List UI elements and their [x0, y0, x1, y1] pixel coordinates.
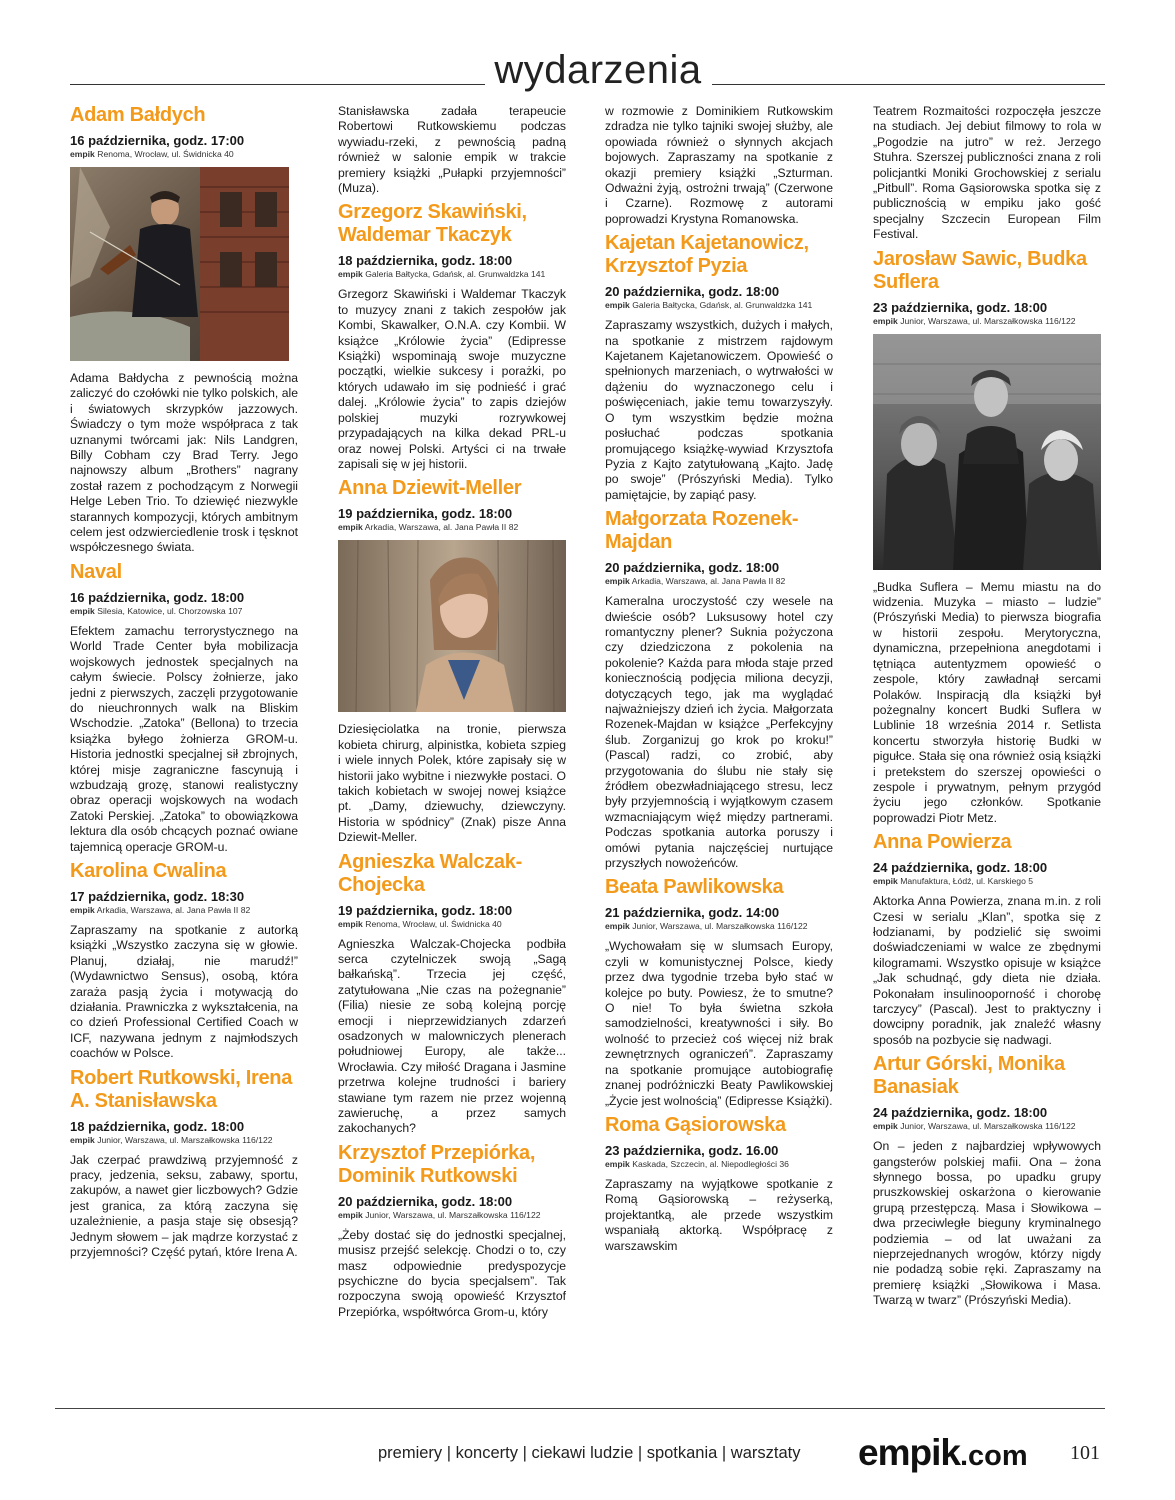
section-title: wydarzenia — [494, 48, 702, 92]
event-title: Beata Pawlikowska — [605, 876, 784, 899]
event-title: Grzegorz Skawiński, Waldemar Tkaczyk — [338, 201, 527, 247]
event-date: 21 października, godz. 14:00 — [605, 905, 780, 921]
event-venue: empik Junior, Warszawa, ul. Marszałkowska 116/122 — [338, 1209, 541, 1220]
photo-anna-dziewit-meller — [338, 540, 566, 712]
event-description: Grzegorz Skawiński i Waldemar Tkaczyk to muzycy znani z takich zespołów jak Kombi, Skawalker, O.N.A. czy Kombii. W książce „Królowie życia” (Edipresse Książki) wspominają swoje muzyczne początki, wielkie sukcesy i porażki, po których udawało im się podnieść i grać dalej. „Królowie życia” to zapis dziejów polskiej muzyki rozrywkowej przypadających na kilka dekad PRL-u oraz nowej Polski. Artyści ci na trwałe zapisali się w jej historii. — [338, 287, 566, 471]
event-title: Naval — [70, 560, 122, 583]
event-przepiorka-rutkowski — [338, 1142, 566, 1320]
event-dziewit-meller — [338, 477, 566, 845]
column-2 — [338, 104, 566, 1404]
violinist-photo — [70, 167, 289, 361]
column-3 — [605, 104, 833, 1404]
event-date: 23 października, godz. 16.00 — [605, 1142, 779, 1158]
event-anna-powierza — [873, 831, 1101, 1048]
event-description: „Wychowałam się w slumsach Europy, czyli w komunistycznej Polsce, kiedy przez dwa tygodnie trzeba było stać w kolejce po buty. Powiesz, że to smutne? O nie! To była świetna szkoła samodzielności, kreatywności i siły. Bo wolność to przecież coś więcej niż brak zewnętrznych ograniczeń”. Zapraszamy na spotkanie promujące autobiografię znanej podróżniczki Beaty Pawlikowskiej „Życie jest wolnością” (Edipresse Książki). — [605, 939, 833, 1108]
event-date: 16 października, godz. 18:00 — [70, 589, 245, 605]
page-number: 101 — [1070, 1442, 1100, 1464]
footer-rule — [55, 1408, 1105, 1409]
event-venue: empik Arkadia, Warszawa, al. Jana Pawła II 82 — [338, 522, 519, 533]
event-date: 20 października, godz. 18:00 — [605, 560, 780, 576]
empik-brand: empik — [70, 1134, 95, 1145]
empik-brand: empik — [873, 1121, 898, 1132]
portrait-photo — [338, 540, 566, 712]
event-description: „Żeby dostać się do jednostki specjalnej, musisz przejść selekcję. Chodzi o to, czy masz odpowiednie predyspozycje psychiczne do bycia specjalsem”. Tak rozpoczyna swoją opowieść Krzysztof Przepiórka, współtwórca Grom-u, który — [338, 1227, 566, 1319]
header-rule-left — [70, 84, 485, 85]
event-rozenek-majdan — [605, 508, 833, 871]
empik-brand: empik — [605, 300, 630, 311]
event-title: Małgorzata Rozenek-Majdan — [605, 508, 799, 554]
column-1 — [70, 104, 298, 1404]
event-venue: empik Kaskada, Szczecin, al. Niepodległości 36 — [605, 1158, 789, 1169]
event-description: Zapraszamy wszystkich, dużych i małych, na spotkanie z mistrzem rajdowym Kajetanem Kajetanowiczem. Opowieść o spełnionych marzeniach, o wytrwałości w dążeniu do wyznaczonego celu i poświęceniach, jakie temu towarzyszyły. O tym wszystkim będzie można posłuchać podczas spotkania promującego książkę-wywiad Krzysztofa Pyzia z Kajto zatytułowaną „Kajto. Jadę po swoje” (Prószyński Media). Tylko pamiętajcie, by zapiąć pasy. — [605, 318, 833, 502]
event-venue: empik Renoma, Wrocław, ul. Świdnicka 40 — [70, 149, 234, 159]
empik-brand: empik — [605, 1158, 630, 1169]
event-description: Aktorka Anna Powierza, znana m.in. z roli Czesi w serialu „Klan”, spotka się z łodzianami, by podzielić się swoimi doświadczeniami w walce ze zbędnymi kilogramami. Wszystko opisuje w książce „Jak schudnąć, gdy dieta nie działa. Pokonałam insulinooporność i chorobę tarczycy” (Pascal). Jest to praktyczny i dowcipny poradnik, jak znaleźć własny sposób na pozbycie się nadwagi. — [873, 894, 1101, 1047]
event-venue: empik Junior, Warszawa, ul. Marszałkowska 116/122 — [873, 1121, 1076, 1132]
event-title: Anna Powierza — [873, 831, 1012, 854]
event-rutkowski-stanislawska — [70, 1067, 298, 1261]
empik-brand: empik — [338, 269, 363, 280]
event-title: Kajetan Kajetanowicz, Krzysztof Pyzia — [605, 232, 809, 278]
event-title: Karolina Cwalina — [70, 859, 227, 882]
event-date: 17 października, godz. 18:30 — [70, 888, 245, 904]
event-description: On – jeden z najbardziej wpływowych gangsterów polskiej mafii. Ona – żona słynnego bossa, po upadku grupy pruszkowskiej oskarżona o kierowanie grupą przestępczą. Masa i Słowikowa – dwa przeciwległe bieguny kryminalnego podziemia – od lat uważani za nieprzejednanych wrogów, którzy nigdy nie podadzą sobie ręki. Zapraszamy na premierę książki „Słowikowa i Masa. Twarzą w twarz” (Prószyński Media). — [873, 1139, 1101, 1308]
empik-brand: empik — [605, 576, 630, 587]
event-venue: empik Junior, Warszawa, ul. Marszałkowska 116/122 — [605, 921, 808, 932]
event-date: 24 października, godz. 18:00 — [873, 860, 1048, 876]
event-venue: empik Silesia, Katowice, ul. Chorzowska 107 — [70, 605, 243, 616]
event-description: „Budka Suflera – Memu miastu na do widzenia. Muzyka – miasto – ludzie” (Prószyński Media) to pierwsza biografia w historii zespołu. Merytoryczna, dynamiczna, przepełniona anegdotami i tętniąca autentyzmem opowieść o zespole, który zawładnął sercami Polaków. Inspiracją dla książki był pożegnalny koncert Budki Suflera w Lublinie 18 września 2014 r. Setlista koncertu stworzyła historię Budki w pigułce. Stała się ona również osią książki i pretekstem do szerszej opowieści o zespole i prywatnym, pełnym przygód życiu jego członków. Spotkanie poprowadzi Piotr Metz. — [873, 579, 1101, 825]
event-karolina-cwalina — [70, 860, 298, 1062]
event-naval — [70, 561, 298, 855]
event-title: Agnieszka Walczak-Chojecka — [338, 850, 522, 896]
logo-wordmark: empik — [858, 1432, 960, 1473]
event-pawlikowska — [605, 876, 833, 1108]
event-venue: empik Manufaktura, Łódź, ul. Karskiego 5 — [873, 876, 1034, 887]
event-venue: empik Arkadia, Warszawa, al. Jana Pawła II 82 — [70, 904, 251, 915]
event-title: Adam Bałdych — [70, 104, 206, 126]
event-venue: empik Renoma, Wrocław, ul. Świdnicka 40 — [338, 918, 502, 929]
band-photo — [873, 334, 1101, 570]
empik-brand: empik — [338, 522, 363, 533]
event-date: 24 października, godz. 18:00 — [873, 1105, 1048, 1121]
empik-brand: empik — [70, 149, 95, 159]
event-date: 20 października, godz. 18:00 — [338, 1193, 513, 1209]
empik-brand: empik — [338, 1209, 363, 1220]
photo-budka-suflera — [873, 334, 1101, 570]
column-4 — [873, 104, 1101, 1404]
event-description: Adama Bałdycha z pewnością można zaliczyć do czołówki nie tylko polskich, ale i światowych skrzypków jazzowych. Świadczy o tym może współpraca z tak uznanymi twórcami jak: Nils Landgren, Billy Cobham czy Brad Terry. Jego najnowszy album „Brothers” nagrany został razem z pochodzącym z Norwegii Helge Leben Trio. To dziewięć niezwykle starannych kompozycji, których ambitnym celem jest odzwierciedlenie trosk i tęsknot współczesnego świata. — [70, 371, 298, 555]
empik-brand: empik — [873, 315, 898, 326]
logo-suffix: .com — [959, 1440, 1028, 1472]
event-title: Krzysztof Przepiórka, Dominik Rutkowski — [338, 1141, 536, 1187]
event-kajetanowicz-pyzia — [605, 232, 833, 503]
empik-brand: empik — [605, 921, 630, 932]
continued-text: Teatrem Rozmaitości rozpoczęła jeszcze na studiach. Jej debiut filmowy to rola w „Pogodzie na jutro” w reż. Jerzego Stuhra. Szerszej publiczności znana z roli policjantki Moniki Grochowskiej z serialu „Pitbull”. Roma Gąsiorowska spotka się z publicznością w empiku jako gość specjalny Szczecin European Film Festival. — [873, 104, 1101, 242]
event-date: 23 października, godz. 18:00 — [873, 299, 1048, 315]
event-date: 19 października, godz. 18:00 — [338, 902, 513, 918]
event-title: Artur Górski, Monika Banasiak — [873, 1053, 1065, 1099]
event-date: 16 października, godz. 17:00 — [70, 133, 245, 148]
event-description: Dziesięciolatka na tronie, pierwsza kobieta chirurg, alpinistka, kobieta szpieg i wiele innych Polek, które zapisały się w historii jako wybitne i niezwykłe postaci. O takich kobietach w swojej nowej książce pt. „Damy, dziewuchy, dziewczyny. Historia w spódnicy” (Znak) pisze Anna Dziewit-Meller. — [338, 722, 566, 845]
event-date: 18 października, godz. 18:00 — [338, 253, 513, 269]
empik-logo — [858, 1432, 1028, 1474]
footer-categories: premiery | koncerty | ciekawi ludzie | spotkania | warsztaty — [378, 1444, 801, 1462]
event-title: Roma Gąsiorowska — [605, 1113, 786, 1136]
empik-brand: empik — [70, 605, 95, 616]
continued-text: Stanisławska zadała terapeucie Robertowi Rutkowskiemu podczas wywiadu-rzeki, z pewnością padną również w salonie empik w trakcie premiery książki „Pułapki przyjemności” (Muza). — [338, 104, 566, 196]
empik-brand: empik — [70, 904, 95, 915]
event-skawinski-tkaczyk — [338, 201, 566, 472]
event-gasiorowska — [605, 1114, 833, 1254]
event-title: Robert Rutkowski, Irena A. Stanisławska — [70, 1066, 293, 1112]
event-walczak-chojecka — [338, 851, 566, 1137]
event-sawic-budka-suflera — [873, 248, 1101, 827]
event-title: Jarosław Sawic, Budka Suflera — [873, 247, 1087, 293]
event-venue: empik Arkadia, Warszawa, al. Jana Pawła II 82 — [605, 576, 786, 587]
event-venue: empik Junior, Warszawa, ul. Marszałkowska 116/122 — [70, 1134, 273, 1145]
event-venue: empik Galeria Bałtycka, Gdańsk, al. Grunwaldzka 141 — [338, 269, 546, 280]
event-description: Kameralna uroczystość czy wesele na dwieście osób? Luksusowy hotel czy romantyczny plener? Suknia pożyczona czy dziedziczona z pokolenia na pokolenie? Każda para młoda staje przed koniecznością podjęcia miliona decyzji, dotyczących tego, jak ma wyglądać najważniejszy dzień ich życia. Małgorzata Rozenek-Majdan w książce „Perfekcyjny ślub. Zorganizuj go krok po kroku!” (Pascal) radzi, co zrobić, aby przygotowania do ślubu nie stały się źródłem obezwładniającego stresu, lecz były przyjemnością i wyjątkowym czasem wzmacniającym więź między partnerami. Podczas spotkania autorka poruszy i omówi pytania najczęściej nurtujące przyszłych nowożeńców. — [605, 594, 833, 871]
event-date: 20 października, godz. 18:00 — [605, 284, 780, 300]
event-date: 19 października, godz. 18:00 — [338, 506, 513, 522]
event-title: Anna Dziewit-Meller — [338, 477, 522, 500]
event-venue: empik Galeria Bałtycka, Gdańsk, al. Grunwaldzka 141 — [605, 300, 813, 311]
event-description: Jak czerpać prawdziwą przyjemność z pracy, jedzenia, seksu, zabawy, sportu, zakupów, a nawet gier liczbowych? Gdzie jest granica, za którą zaczyna się uzależnienie, a pasja staje się obsesją? Jednym słowem – jak mądrze korzystać z przyjemności? Część pytań, które Irena A. — [70, 1152, 298, 1260]
section-header — [70, 48, 1110, 96]
empik-brand: empik — [873, 876, 898, 887]
event-description: Agnieszka Walczak-Chojecka podbiła serca czytelniczek swoją „Sagą bałkańską”. Trzecia jej część, zatytułowana „Nie czas na pożegnanie” (Filia) niesie ze sobą kolejną porcję emocji i nieprzewidzianych zdarzeń osadzonych w malowniczych plenerach południowej Europy, ale także... Wrocławia. Czy miłość Dragana i Jasmine przetrwa kolejne trudności i bariery stawiane tym razem nie przez wojenną zawieruchę, a przez samych zakochanych? — [338, 936, 566, 1136]
page-footer — [370, 1432, 1110, 1478]
event-adam-baldych — [70, 104, 298, 556]
event-venue: empik Junior, Warszawa, ul. Marszałkowska 116/122 — [873, 315, 1076, 326]
event-description: Efektem zamachu terrorystycznego na World Trade Center była mobilizacja wojskowych jednostek specjalnych na całym świecie. Polscy żołnierze, jako jedni z pierwszych, zaczęli przygotowanie do nieuchronnych walk na Bliskim Wschodzie. „Zatoka” (Bellona) to trzecia książka byłego żołnierza GROM-u. Historia jednostki specjalnej sił zbrojnych, której misje zagraniczne fascynują i wzbudzają grozę, stanowi realistyczny obraz operacji wojskowych na wodach Zatoki Perskiej. „Zatoka” to obowiązkowa lektura dla osób chcących poznać owiane tajemnicą operacje GROM-u. — [70, 623, 298, 854]
event-description: Zapraszamy na wyjątkowe spotkanie z Romą Gąsiorowską – reżyserką, projektantką, ale przede wszystkim wspaniałą aktorką. Współpracę z warszawskim — [605, 1176, 833, 1253]
continued-text: w rozmowie z Dominikiem Rutkowskim zdradza nie tylko tajniki swojej służby, ale opowiada również o słynnych akcjach bojowych. Zapraszamy na spotkanie z okazji premiery książki „Szturman. Odważni żyją, ostrożni trwają” (Czerwone i Czarne). Rozmowę z autorami poprowadzi Krystyna Romanowska. — [605, 104, 833, 226]
empik-brand: empik — [338, 918, 363, 929]
event-date: 18 października, godz. 18:00 — [70, 1118, 245, 1134]
event-description: Zapraszamy na spotkanie z autorką książki „Wszystko zaczyna się w głowie. Planuj, działaj, nie marudź!” (Wydawnictwo Sensus), osobą, która zaraża pasją życia i motywacją do działania. Prawniczka z wykształcenia, na co dzień Professional Certified Coach w ICF, nazywana jednym z najmłodszych coachów w Polsce. — [70, 922, 298, 1061]
event-gorski-banasiak — [873, 1053, 1101, 1308]
photo-adam-baldych — [70, 167, 289, 361]
header-rule-right — [712, 84, 1105, 85]
